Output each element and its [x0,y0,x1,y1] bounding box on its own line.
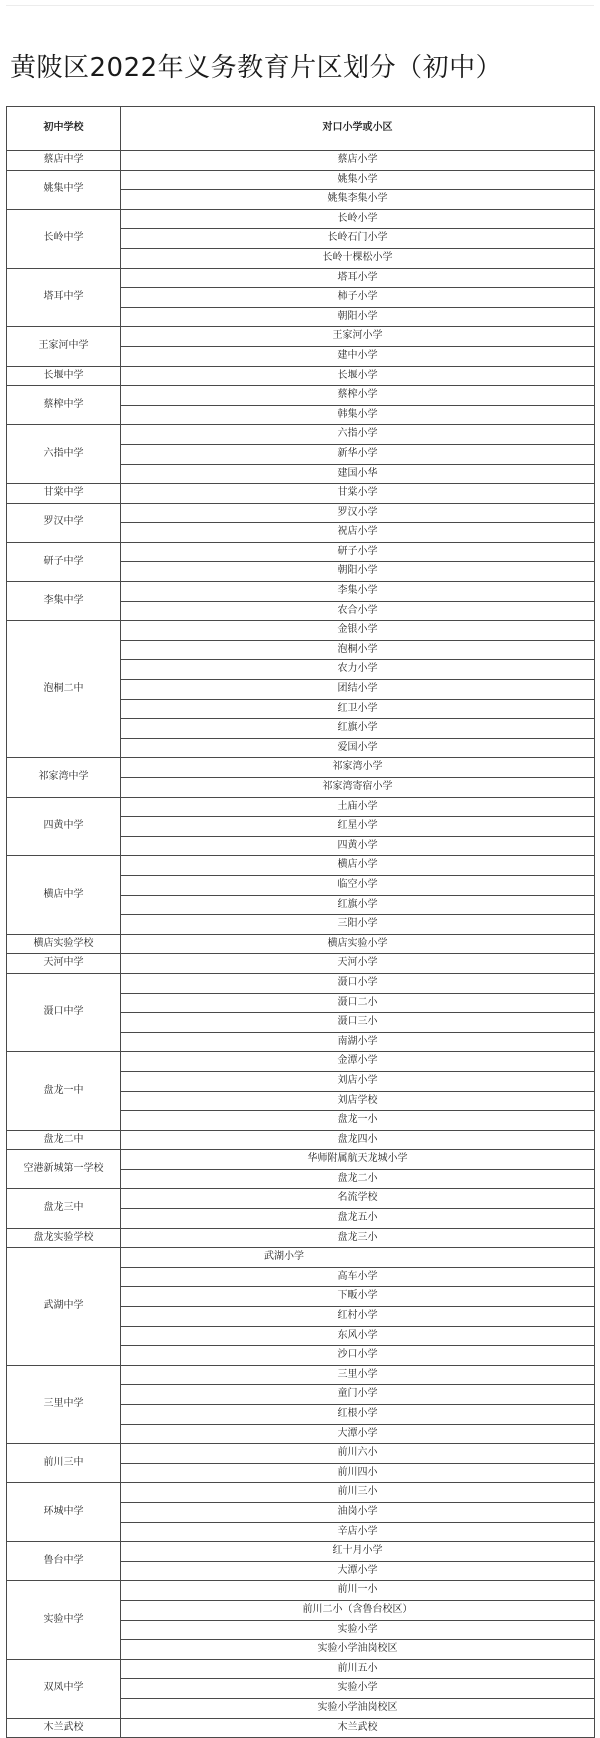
feeder-school-cell: 红旗小学 [121,895,595,915]
middle-school-cell: 横店中学 [7,856,121,934]
feeder-school-cell: 高车小学 [121,1267,595,1287]
feeder-school-cell: 童门小学 [121,1385,595,1405]
table-row [7,425,595,445]
feeder-school-cell: 大潭小学 [121,1561,595,1581]
feeder-school-cell: 天河小学 [121,954,595,974]
middle-school-cell: 研子中学 [7,542,121,581]
feeder-school-cell: 金潭小学 [121,1052,595,1072]
middle-school-cell: 实验中学 [7,1581,121,1659]
feeder-school-cell: 四黄小学 [121,836,595,856]
feeder-school-cell: 王家河小学 [121,327,595,347]
table-row [7,954,595,974]
feeder-school-cell: 华师附属航天龙城小学 [121,1150,595,1170]
table-row [7,582,595,602]
feeder-school-cell: 土庙小学 [121,797,595,817]
feeder-school-cell: 团结小学 [121,680,595,700]
feeder-school-cell: 油岗小学 [121,1502,595,1522]
middle-school-cell: 三里中学 [7,1365,121,1443]
table-row [7,934,595,954]
feeder-school-cell: 长岭十棵松小学 [121,248,595,268]
table-row [7,797,595,817]
feeder-school-cell: 姚集小学 [121,170,595,190]
feeder-school-cell: 长岭石门小学 [121,229,595,249]
feeder-school-cell: 爱国小学 [121,738,595,758]
table-row [7,151,595,171]
feeder-school-cell: 横店实验小学 [121,934,595,954]
feeder-school-cell: 祁家湾小学 [121,758,595,778]
feeder-school-cell: 前川一小 [121,1581,595,1601]
middle-school-cell: 滠口中学 [7,973,121,1051]
feeder-school-cell: 下畈小学 [121,1287,595,1307]
table-row [7,1052,595,1072]
feeder-school-cell: 塔耳小学 [121,268,595,288]
feeder-school-cell: 武湖小学 [121,1248,595,1268]
feeder-school-cell: 红星小学 [121,817,595,837]
table-row [7,1542,595,1562]
feeder-school-cell: 前川五小 [121,1659,595,1679]
feeder-school-cell: 韩集小学 [121,405,595,425]
feeder-school-cell: 柿子小学 [121,288,595,308]
table-row [7,856,595,876]
middle-school-cell: 横店实验学校 [7,934,121,954]
feeder-school-cell: 研子小学 [121,542,595,562]
table-row [7,1248,595,1268]
middle-school-cell: 环城中学 [7,1483,121,1542]
middle-school-cell: 木兰武校 [7,1718,121,1738]
feeder-school-cell: 盘龙二小 [121,1169,595,1189]
feeder-school-cell: 甘棠小学 [121,484,595,504]
feeder-school-cell: 农力小学 [121,660,595,680]
feeder-school-cell: 三阳小学 [121,915,595,935]
table-row [7,503,595,523]
page-title: 黄陂区2022年义务教育片区划分（初中） [10,53,503,83]
middle-school-cell: 王家河中学 [7,327,121,366]
feeder-school-cell: 木兰武校 [121,1718,595,1738]
table-row [7,1228,595,1248]
table-row [7,1189,595,1209]
middle-school-cell: 盘龙二中 [7,1130,121,1150]
feeder-school-cell: 沙口小学 [121,1346,595,1366]
table-row [7,758,595,778]
zoning-table [6,106,595,1738]
feeder-school-cell: 红根小学 [121,1405,595,1425]
feeder-school-cell: 临空小学 [121,875,595,895]
feeder-school-cell: 红十月小学 [121,1542,595,1562]
feeder-school-cell: 滠口三小 [121,1013,595,1033]
middle-school-cell: 盘龙一中 [7,1052,121,1130]
feeder-school-cell: 东风小学 [121,1326,595,1346]
table-header-row [7,107,595,151]
middle-school-cell: 长堰中学 [7,366,121,386]
middle-school-cell: 姚集中学 [7,170,121,209]
feeder-school-cell: 姚集李集小学 [121,190,595,210]
feeder-school-cell: 李集小学 [121,582,595,602]
feeder-school-cell: 大潭小学 [121,1424,595,1444]
top-divider [6,5,594,6]
table-row [7,621,595,641]
table-row [7,1659,595,1679]
feeder-school-cell: 红卫小学 [121,699,595,719]
middle-school-cell: 盘龙实验学校 [7,1228,121,1248]
middle-school-cell: 李集中学 [7,582,121,621]
table-row [7,209,595,229]
table-row [7,542,595,562]
middle-school-cell: 四黄中学 [7,797,121,856]
feeder-school-cell: 三里小学 [121,1365,595,1385]
feeder-school-cell: 建国小华 [121,464,595,484]
feeder-school-cell: 南湖小学 [121,1032,595,1052]
feeder-school-cell: 盘龙三小 [121,1228,595,1248]
feeder-school-cell: 新华小学 [121,444,595,464]
middle-school-cell: 塔耳中学 [7,268,121,327]
middle-school-cell: 鲁台中学 [7,1542,121,1581]
table-row [7,268,595,288]
feeder-school-cell: 长堰小学 [121,366,595,386]
feeder-school-cell: 盘龙四小 [121,1130,595,1150]
feeder-school-cell: 罗汉小学 [121,503,595,523]
feeder-school-cell: 蔡店小学 [121,151,595,171]
feeder-school-cell: 朝阳小学 [121,307,595,327]
table-row [7,1130,595,1150]
feeder-school-cell: 祝店小学 [121,523,595,543]
middle-school-cell: 前川三中 [7,1444,121,1483]
feeder-school-cell: 金银小学 [121,621,595,641]
feeder-school-cell: 刘店学校 [121,1091,595,1111]
feeder-school-cell: 盘龙一小 [121,1111,595,1131]
feeder-school-cell: 前川四小 [121,1463,595,1483]
middle-school-cell: 祁家湾中学 [7,758,121,797]
feeder-school-cell: 实验小学油岗校区 [121,1640,595,1660]
table-row [7,386,595,406]
table-body [7,151,595,1738]
feeder-school-cell: 六指小学 [121,425,595,445]
middle-school-cell: 长岭中学 [7,209,121,268]
feeder-school-cell: 盘龙五小 [121,1209,595,1229]
middle-school-cell: 天河中学 [7,954,121,974]
feeder-school-cell: 滠口二小 [121,993,595,1013]
feeder-school-cell: 实验小学 [121,1679,595,1699]
middle-school-cell: 泡桐二中 [7,621,121,758]
feeder-school-cell: 名流学校 [121,1189,595,1209]
middle-school-cell: 罗汉中学 [7,503,121,542]
middle-school-cell: 蔡店中学 [7,151,121,171]
table-row [7,1483,595,1503]
feeder-school-cell: 前川三小 [121,1483,595,1503]
middle-school-cell: 甘棠中学 [7,484,121,504]
table-row [7,170,595,190]
middle-school-cell: 蔡榨中学 [7,386,121,425]
feeder-school-cell: 滠口小学 [121,973,595,993]
middle-school-cell: 六指中学 [7,425,121,484]
header-middle-school: 初中学校 [7,107,121,151]
feeder-school-cell: 红旗小学 [121,719,595,739]
feeder-school-cell: 长岭小学 [121,209,595,229]
table-row [7,366,595,386]
middle-school-cell: 盘龙三中 [7,1189,121,1228]
feeder-school-cell: 前川六小 [121,1444,595,1464]
feeder-school-cell: 建中小学 [121,346,595,366]
feeder-school-cell: 泡桐小学 [121,640,595,660]
feeder-school-cell: 实验小学 [121,1620,595,1640]
middle-school-cell: 双凤中学 [7,1659,121,1718]
feeder-school-cell: 祁家湾寄宿小学 [121,778,595,798]
feeder-school-cell: 红村小学 [121,1307,595,1327]
table-row [7,1444,595,1464]
feeder-school-cell: 朝阳小学 [121,562,595,582]
feeder-school-cell: 蔡榨小学 [121,386,595,406]
middle-school-cell: 武湖中学 [7,1248,121,1366]
feeder-school-cell: 前川二小（含鲁台校区） [121,1600,595,1620]
header-primary-school: 对口小学或小区 [121,107,595,151]
feeder-school-cell: 农合小学 [121,601,595,621]
middle-school-cell: 空港新城第一学校 [7,1150,121,1189]
table-row [7,484,595,504]
feeder-school-cell: 实验小学油岗校区 [121,1698,595,1718]
feeder-school-cell: 横店小学 [121,856,595,876]
table-row [7,973,595,993]
table-row [7,1150,595,1170]
feeder-school-cell: 刘店小学 [121,1071,595,1091]
feeder-school-cell: 辛店小学 [121,1522,595,1542]
table-row [7,1365,595,1385]
table-row [7,327,595,347]
table-row [7,1581,595,1601]
